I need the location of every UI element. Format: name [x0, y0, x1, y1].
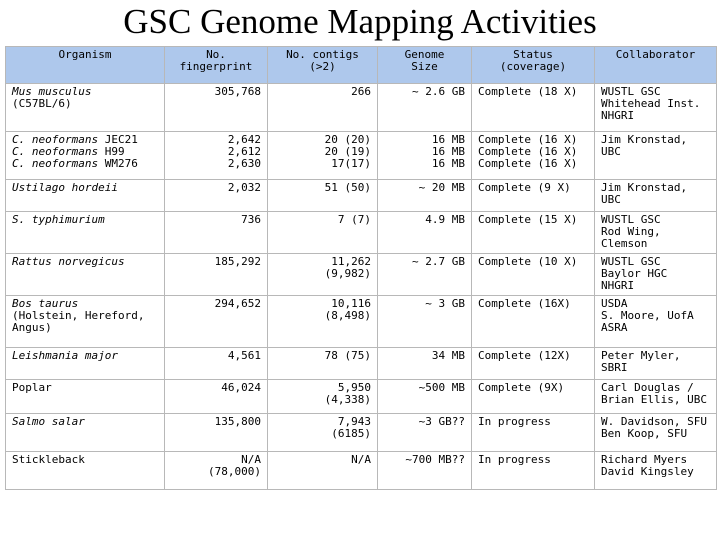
- cell-collab: [595, 180, 717, 212]
- header-label: (coverage): [499, 60, 567, 73]
- header-label: No.: [206, 48, 226, 61]
- cell-collab: [595, 414, 717, 452]
- organism-name: Ustilago hordeii: [12, 181, 118, 194]
- header-label: No. contigs: [286, 48, 359, 61]
- organism-line: [12, 416, 158, 428]
- contigs-value: (8,498): [324, 309, 371, 322]
- size-value: ~700 MB??: [405, 453, 465, 466]
- strain-label: JEC21: [98, 133, 138, 146]
- strain-label: H99: [98, 145, 125, 158]
- cell-status: [472, 380, 595, 414]
- collab-value: Jim Kronstad,: [601, 181, 688, 194]
- fingerprint-value: 2,642: [227, 133, 261, 146]
- size-value: ~3 GB??: [418, 415, 465, 428]
- organism-line: [12, 182, 158, 194]
- table-row: [6, 84, 717, 132]
- size-value: ~ 2.6 GB: [412, 85, 465, 98]
- cell-contigs: [268, 180, 378, 212]
- contigs-value: 10,116: [331, 297, 371, 310]
- cell-contigs: [268, 212, 378, 254]
- fingerprint-value: N/A: [241, 453, 261, 466]
- header-label: Organism: [58, 48, 112, 61]
- cell-contigs: [268, 84, 378, 132]
- contigs-value: 51 (50): [324, 181, 371, 194]
- contigs-value: 266: [351, 85, 371, 98]
- cell-size: [378, 296, 472, 348]
- cell-collab: [595, 348, 717, 380]
- header-status: [472, 47, 595, 84]
- collab-value: David Kingsley: [601, 465, 694, 478]
- page-title: GSC Genome Mapping Activities: [123, 2, 597, 41]
- cell-organism: [6, 132, 165, 180]
- size-value: 16 MB: [431, 145, 465, 158]
- collab-value: Rod Wing,: [601, 225, 661, 238]
- status-value: Complete (9X): [478, 381, 565, 394]
- cell-status: [472, 452, 595, 490]
- header-fingerprint: [165, 47, 268, 84]
- cell-fingerprint: [165, 212, 268, 254]
- organism-line: [12, 256, 158, 268]
- cell-fingerprint: [165, 452, 268, 490]
- collab-value: Whitehead Inst.: [601, 97, 701, 110]
- genome-mapping-table: [5, 46, 717, 490]
- table-row: [6, 212, 717, 254]
- organism-name: S. typhimurium: [12, 213, 105, 226]
- cell-contigs: [268, 452, 378, 490]
- organism-name: Stickleback: [12, 453, 85, 466]
- cell-size: [378, 132, 472, 180]
- cell-contigs: [268, 380, 378, 414]
- fingerprint-value: 135,800: [214, 415, 261, 428]
- cell-organism: [6, 380, 165, 414]
- strain-label: WM276: [98, 157, 138, 170]
- table-row: [6, 380, 717, 414]
- cell-organism: [6, 254, 165, 296]
- contigs-value: (9,982): [324, 267, 371, 280]
- cell-contigs: [268, 132, 378, 180]
- status-value: In progress: [478, 453, 551, 466]
- fingerprint-value: 2,630: [227, 157, 261, 170]
- cell-organism: [6, 296, 165, 348]
- cell-size: [378, 348, 472, 380]
- organism-name: Rattus norvegicus: [12, 255, 125, 268]
- cell-status: [472, 254, 595, 296]
- cell-status: [472, 180, 595, 212]
- fingerprint-value: 185,292: [214, 255, 261, 268]
- organism-name: (C57BL/6): [12, 97, 72, 110]
- organism-line: [12, 98, 158, 110]
- cell-collab: [595, 84, 717, 132]
- cell-organism: [6, 452, 165, 490]
- cell-size: [378, 180, 472, 212]
- cell-status: [472, 84, 595, 132]
- header-label: Size: [411, 60, 438, 73]
- collab-value: UBC: [601, 145, 621, 158]
- fingerprint-value: 4,561: [227, 349, 261, 362]
- collab-value: Baylor HGC: [601, 267, 668, 280]
- organism-name: C. neoformans: [12, 145, 99, 158]
- size-value: ~ 20 MB: [418, 181, 465, 194]
- size-value: ~ 3 GB: [425, 297, 465, 310]
- cell-size: [378, 414, 472, 452]
- cell-fingerprint: [165, 254, 268, 296]
- collab-value: UBC: [601, 193, 621, 206]
- status-value: Complete (16 X): [478, 145, 578, 158]
- header-collaborator: [595, 47, 717, 84]
- collab-value: Carl Douglas /: [601, 381, 694, 394]
- cell-contigs: [268, 296, 378, 348]
- collab-value: NHGRI: [601, 279, 635, 292]
- table-body: [6, 84, 717, 490]
- cell-fingerprint: [165, 132, 268, 180]
- cell-contigs: [268, 348, 378, 380]
- organism-line: [12, 214, 158, 226]
- collab-value: USDA: [601, 297, 628, 310]
- status-value: Complete (16 X): [478, 133, 578, 146]
- cell-fingerprint: [165, 414, 268, 452]
- cell-size: [378, 212, 472, 254]
- status-value: Complete (12X): [478, 349, 571, 362]
- organism-line: [12, 310, 158, 334]
- table-row: [6, 348, 717, 380]
- size-value: 34 MB: [431, 349, 465, 362]
- organism-name: C. neoformans: [12, 157, 99, 170]
- collab-value: ASRA: [601, 321, 628, 334]
- fingerprint-value: 2,032: [227, 181, 261, 194]
- header-contigs: [268, 47, 378, 84]
- organism-line: [12, 382, 158, 394]
- collab-value: Richard Myers: [601, 453, 688, 466]
- status-value: Complete (18 X): [478, 85, 578, 98]
- cell-organism: [6, 84, 165, 132]
- fingerprint-value: 305,768: [214, 85, 261, 98]
- collab-value: WUSTL GSC: [601, 213, 661, 226]
- table-row: [6, 132, 717, 180]
- size-value: 16 MB: [431, 157, 465, 170]
- organism-line: [12, 350, 158, 362]
- cell-size: [378, 452, 472, 490]
- cell-collab: [595, 380, 717, 414]
- fingerprint-value: (78,000): [208, 465, 261, 478]
- contigs-value: 7,943: [337, 415, 371, 428]
- contigs-value: 78 (75): [324, 349, 371, 362]
- table-row: [6, 414, 717, 452]
- header-label: Status: [513, 48, 553, 61]
- cell-organism: [6, 180, 165, 212]
- collab-value: Brian Ellis, UBC: [601, 393, 707, 406]
- cell-collab: [595, 132, 717, 180]
- cell-size: [378, 84, 472, 132]
- header-label: fingerprint: [179, 60, 253, 73]
- size-value: 16 MB: [431, 133, 465, 146]
- contigs-value: 5,950: [337, 381, 371, 394]
- header-label: (>2): [309, 60, 336, 73]
- cell-organism: [6, 348, 165, 380]
- organism-line: [12, 158, 158, 170]
- collab-value: Clemson: [601, 237, 648, 250]
- collab-value: S. Moore, UofA: [601, 309, 694, 322]
- collab-value: Jim Kronstad,: [601, 133, 688, 146]
- table-row: [6, 180, 717, 212]
- cell-fingerprint: [165, 84, 268, 132]
- cell-collab: [595, 296, 717, 348]
- fingerprint-value: 2,612: [227, 145, 261, 158]
- status-value: Complete (16X): [478, 297, 571, 310]
- header-label: Genome: [404, 48, 445, 61]
- organism-name: Salmo salar: [12, 415, 85, 428]
- header-row: [6, 47, 717, 84]
- cell-contigs: [268, 254, 378, 296]
- fingerprint-value: 736: [241, 213, 261, 226]
- collab-value: SBRI: [601, 361, 628, 374]
- contigs-value: 7 (7): [337, 213, 371, 226]
- fingerprint-value: 46,024: [221, 381, 261, 394]
- cell-organism: [6, 212, 165, 254]
- organism-name: Leishmania major: [12, 349, 118, 362]
- cell-collab: [595, 452, 717, 490]
- cell-fingerprint: [165, 380, 268, 414]
- table-row: [6, 296, 717, 348]
- status-value: Complete (16 X): [478, 157, 578, 170]
- cell-size: [378, 380, 472, 414]
- header-genome-size: [378, 47, 472, 84]
- cell-size: [378, 254, 472, 296]
- contigs-value: N/A: [351, 453, 371, 466]
- size-value: 4.9 MB: [425, 213, 465, 226]
- organism-line: [12, 454, 158, 466]
- organism-name: Mus musculus: [12, 85, 92, 98]
- organism-name: Bos taurus: [12, 297, 79, 310]
- cell-collab: [595, 212, 717, 254]
- contigs-value: (4,338): [324, 393, 371, 406]
- size-value: ~ 2.7 GB: [412, 255, 465, 268]
- size-value: ~500 MB: [418, 381, 465, 394]
- collab-value: WUSTL GSC: [601, 255, 661, 268]
- cell-organism: [6, 414, 165, 452]
- header-organism: [6, 47, 165, 84]
- cell-fingerprint: [165, 296, 268, 348]
- fingerprint-value: 294,652: [214, 297, 261, 310]
- collab-value: NHGRI: [601, 109, 635, 122]
- contigs-value: 20 (20): [324, 133, 371, 146]
- cell-status: [472, 296, 595, 348]
- contigs-value: 20 (19): [324, 145, 371, 158]
- table-row: [6, 254, 717, 296]
- status-value: Complete (9 X): [478, 181, 571, 194]
- organism-name: Poplar: [12, 381, 52, 394]
- organism-name: (Holstein, Hereford, Angus): [12, 309, 145, 334]
- header-label: Collaborator: [615, 48, 696, 61]
- collab-value: W. Davidson, SFU: [601, 415, 707, 428]
- cell-status: [472, 132, 595, 180]
- cell-collab: [595, 254, 717, 296]
- organism-name: C. neoformans: [12, 133, 99, 146]
- contigs-value: (6185): [331, 427, 371, 440]
- cell-fingerprint: [165, 348, 268, 380]
- cell-fingerprint: [165, 180, 268, 212]
- collab-value: Ben Koop, SFU: [601, 427, 688, 440]
- collab-value: WUSTL GSC: [601, 85, 661, 98]
- cell-status: [472, 348, 595, 380]
- collab-value: Peter Myler,: [601, 349, 681, 362]
- cell-contigs: [268, 414, 378, 452]
- cell-status: [472, 212, 595, 254]
- status-value: In progress: [478, 415, 551, 428]
- status-value: Complete (15 X): [478, 213, 578, 226]
- contigs-value: 17(17): [331, 157, 371, 170]
- cell-status: [472, 414, 595, 452]
- contigs-value: 11,262: [331, 255, 371, 268]
- table-row: [6, 452, 717, 490]
- status-value: Complete (10 X): [478, 255, 578, 268]
